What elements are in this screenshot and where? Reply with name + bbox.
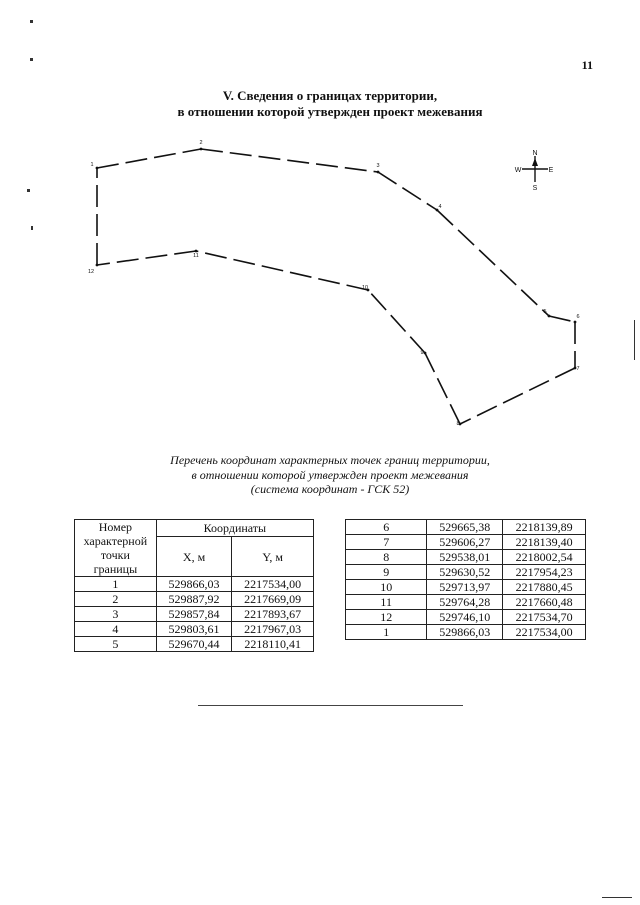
boundary-point-marker bbox=[195, 250, 198, 253]
caption-line-3: (система координат - ГСК 52) bbox=[250, 482, 410, 496]
x-coordinate-cell: 529866,03 bbox=[427, 625, 503, 640]
table-row bbox=[75, 577, 314, 592]
table-row bbox=[346, 565, 586, 580]
left-table-body bbox=[75, 577, 314, 652]
boundary-point-label: 6 bbox=[576, 314, 580, 320]
boundary-point-label: 3 bbox=[376, 163, 380, 169]
x-coordinate-cell: 529887,92 bbox=[156, 592, 232, 607]
compass-north-label: N bbox=[532, 150, 538, 157]
boundary-segment bbox=[368, 290, 425, 353]
x-coordinate-cell: 529670,44 bbox=[156, 637, 232, 652]
y-coordinate-cell: 2217660,48 bbox=[503, 595, 586, 610]
separator-line bbox=[198, 705, 463, 706]
header-y: Y, м bbox=[232, 537, 314, 577]
table-row bbox=[346, 625, 586, 640]
boundary-segment bbox=[378, 172, 437, 210]
boundary-point-marker bbox=[377, 171, 380, 174]
boundary-polygon bbox=[97, 149, 575, 424]
table-row bbox=[346, 580, 586, 595]
point-number-cell: 1 bbox=[75, 577, 157, 592]
boundary-point-label: 9 bbox=[420, 350, 424, 356]
table-row bbox=[75, 592, 314, 607]
x-coordinate-cell: 529866,03 bbox=[156, 577, 232, 592]
y-coordinate-cell: 2217954,23 bbox=[503, 565, 586, 580]
y-coordinate-cell: 2217880,45 bbox=[503, 580, 586, 595]
x-coordinate-cell: 529764,28 bbox=[427, 595, 503, 610]
boundary-point-label: 5 bbox=[543, 309, 547, 315]
boundary-point-label: 12 bbox=[87, 269, 95, 275]
boundary-point-marker bbox=[96, 167, 99, 170]
boundary-points bbox=[88, 140, 580, 427]
boundary-segment bbox=[460, 368, 575, 424]
boundary-point-label: 1 bbox=[90, 162, 94, 168]
boundary-segment bbox=[425, 353, 460, 424]
point-number-cell: 7 bbox=[346, 535, 427, 550]
header-point-number: Номер характерной точки границы bbox=[75, 520, 157, 577]
y-coordinate-cell: 2217534,00 bbox=[232, 577, 314, 592]
scan-artifact bbox=[30, 58, 33, 61]
point-number-cell: 1 bbox=[346, 625, 427, 640]
boundary-point-label: 7 bbox=[576, 366, 580, 372]
caption-line-1: Перечень координат характерных точек границ территории, bbox=[170, 453, 490, 467]
x-coordinate-cell: 529713,97 bbox=[427, 580, 503, 595]
right-table-body bbox=[346, 520, 586, 640]
y-coordinate-cell: 2217893,67 bbox=[232, 607, 314, 622]
boundary-point-label: 10 bbox=[361, 285, 369, 291]
scan-artifact bbox=[634, 320, 635, 360]
y-coordinate-cell: 2218139,40 bbox=[503, 535, 586, 550]
table-row bbox=[346, 520, 586, 535]
boundary-point-marker bbox=[424, 352, 427, 355]
y-coordinate-cell: 2218139,89 bbox=[503, 520, 586, 535]
point-number-cell: 9 bbox=[346, 565, 427, 580]
compass-rose-icon bbox=[515, 150, 554, 192]
scan-artifact bbox=[30, 20, 33, 23]
x-coordinate-cell: 529665,38 bbox=[427, 520, 503, 535]
boundary-segment bbox=[437, 210, 549, 316]
x-coordinate-cell: 529606,27 bbox=[427, 535, 503, 550]
table-row bbox=[346, 550, 586, 565]
boundary-segment bbox=[97, 149, 201, 168]
point-number-cell: 11 bbox=[346, 595, 427, 610]
table-row bbox=[346, 535, 586, 550]
scan-artifact bbox=[31, 226, 33, 230]
boundary-segment bbox=[549, 316, 575, 322]
x-coordinate-cell: 529746,10 bbox=[427, 610, 503, 625]
caption-line-2: в отношении которой утвержден проект межевания bbox=[191, 467, 469, 482]
boundary-point-marker bbox=[96, 264, 99, 267]
point-number-cell: 6 bbox=[346, 520, 427, 535]
boundary-point-marker bbox=[200, 148, 203, 151]
boundary-map bbox=[0, 0, 640, 440]
y-coordinate-cell: 2218002,54 bbox=[503, 550, 586, 565]
scan-artifact bbox=[27, 189, 30, 192]
boundary-point-marker bbox=[574, 321, 577, 324]
header-x: X, м bbox=[156, 537, 232, 577]
point-number-cell: 4 bbox=[75, 622, 157, 637]
scan-artifact bbox=[602, 897, 632, 898]
boundary-point-label: 4 bbox=[438, 204, 442, 210]
point-number-cell: 3 bbox=[75, 607, 157, 622]
table-row bbox=[346, 610, 586, 625]
page-number: 11 bbox=[581, 58, 593, 72]
table-row bbox=[75, 607, 314, 622]
coordinates-list-caption bbox=[100, 453, 560, 497]
compass-east-label: E bbox=[548, 167, 554, 174]
boundary-segment bbox=[201, 149, 378, 172]
boundary-segment bbox=[97, 251, 196, 265]
point-number-cell: 10 bbox=[346, 580, 427, 595]
coordinates-table-right bbox=[345, 519, 586, 640]
y-coordinate-cell: 2217534,00 bbox=[503, 625, 586, 640]
x-coordinate-cell: 529857,84 bbox=[156, 607, 232, 622]
table-row bbox=[75, 622, 314, 637]
table-row bbox=[75, 637, 314, 652]
boundary-point-label: 2 bbox=[199, 140, 203, 146]
table-row bbox=[346, 595, 586, 610]
compass-west-label: W bbox=[514, 167, 522, 174]
point-number-cell: 8 bbox=[346, 550, 427, 565]
y-coordinate-cell: 2217967,03 bbox=[232, 622, 314, 637]
section-title-line-1: V. Сведения о границах территории, bbox=[222, 88, 438, 103]
coordinates-table-left bbox=[74, 519, 314, 652]
point-number-cell: 5 bbox=[75, 637, 157, 652]
boundary-point-label: 11 bbox=[193, 253, 199, 259]
boundary-point-marker bbox=[548, 315, 551, 318]
section-title-line-2: в отношении которой утвержден проект межевания bbox=[177, 104, 483, 119]
point-number-cell: 2 bbox=[75, 592, 157, 607]
point-number-cell: 12 bbox=[346, 610, 427, 625]
x-coordinate-cell: 529803,61 bbox=[156, 622, 232, 637]
boundary-segment bbox=[196, 251, 368, 290]
y-coordinate-cell: 2218110,41 bbox=[232, 637, 314, 652]
y-coordinate-cell: 2217534,70 bbox=[503, 610, 586, 625]
boundary-point-label: 8 bbox=[456, 421, 460, 427]
header-coordinates: Координаты bbox=[156, 520, 313, 537]
y-coordinate-cell: 2217669,09 bbox=[232, 592, 314, 607]
x-coordinate-cell: 529630,52 bbox=[427, 565, 503, 580]
compass-south-label: S bbox=[532, 185, 538, 192]
x-coordinate-cell: 529538,01 bbox=[427, 550, 503, 565]
